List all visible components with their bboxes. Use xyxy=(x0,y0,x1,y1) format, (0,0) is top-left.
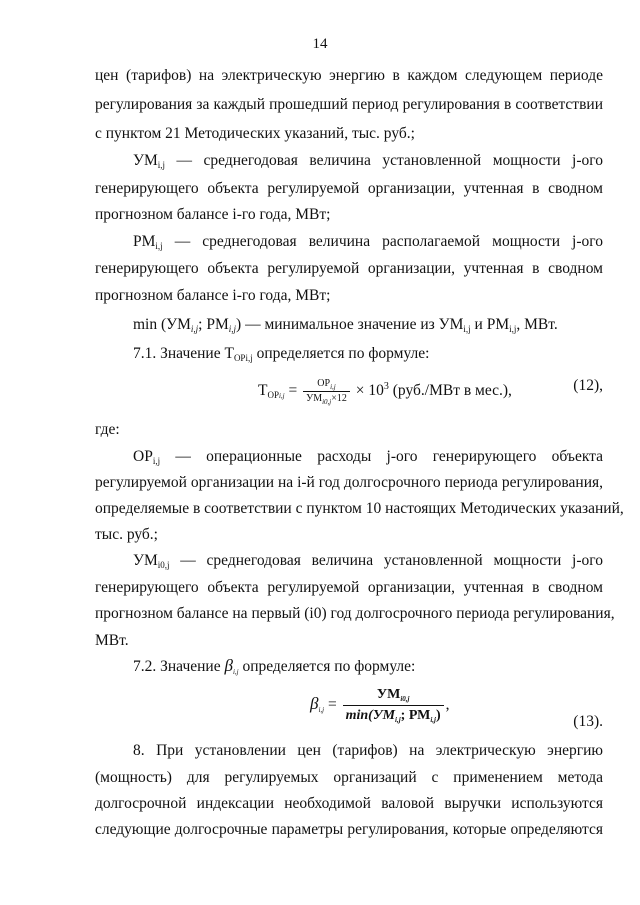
f13-eq: = xyxy=(324,696,341,713)
f13-numerator xyxy=(343,686,444,706)
op-symbol: OP xyxy=(133,448,153,465)
section-7-1-heading xyxy=(133,344,603,364)
op-definition-line2: регулируемой организации на i-й год долгосрочного периода регулирования, xyxy=(95,474,603,491)
min-mid: ; РМ xyxy=(198,316,229,333)
formula-13-number: (13). xyxy=(573,713,603,730)
s71-sub: OPi,j xyxy=(233,353,253,363)
um-definition-line1 xyxy=(133,151,603,171)
rm-definition-line1 xyxy=(133,232,603,252)
min-expression: min (УМ xyxy=(133,316,191,333)
um0-definition-line3: прогнозном балансе на первый (i0) год долгосрочного периода регулирования, xyxy=(95,605,615,622)
rm-text: — среднегодовая величина располагаемой мощности j-ого xyxy=(162,233,603,250)
para8-line4: следующие долгосрочные параметры регулирования, которые определяются xyxy=(95,821,603,838)
min-definition-line xyxy=(133,315,603,335)
um-text: — среднегодовая величина установленной мощности j-ого xyxy=(165,152,603,169)
op-definition-line1 xyxy=(133,447,603,467)
f13-num-sub: i0,j xyxy=(400,694,410,703)
para1-line2: регулирования за каждый прошедший период регулирования в соответствии xyxy=(95,96,603,113)
f12-lhs: T xyxy=(258,382,268,400)
min-text2: и РМ xyxy=(470,316,510,333)
um0-symbol: УМ xyxy=(133,552,158,569)
min-close: ) xyxy=(236,316,242,333)
um-definition-line2: генерирующего объекта регулируемой организации, учтенная в сводном xyxy=(95,180,603,197)
um0-text: — среднегодовая величина установленной мощности j-ого xyxy=(169,552,603,569)
s72-pre: 7.2. Значение xyxy=(133,658,225,675)
op-definition-line4: тыс. руб.; xyxy=(95,526,158,543)
um-subscript: i,j xyxy=(157,160,166,170)
f13-lhs-sub: i,j xyxy=(318,706,325,714)
where-label: где: xyxy=(95,421,120,438)
f12-den-tail: ×12 xyxy=(331,393,347,405)
um-symbol: УМ xyxy=(133,152,158,169)
f12-unit: (руб./МВт в мес.), xyxy=(388,382,512,400)
f13-comma: , xyxy=(445,696,450,713)
min-text: — минимальное значение из УМ xyxy=(241,316,464,333)
f12-num: OP xyxy=(317,378,331,390)
s71-post: определяется по формуле: xyxy=(252,345,430,362)
rm-subscript: i,j xyxy=(155,241,163,251)
para1-line3: с пунктом 21 Методических указаний, тыс. руб.; xyxy=(95,125,415,142)
rm-definition-line3: прогнозном балансе i-го года, МВт; xyxy=(95,287,331,304)
f12-denominator xyxy=(303,392,350,405)
um0-definition-line1 xyxy=(133,551,603,571)
um0-definition-line2: генерирующего объекта регулируемой организации, учтенная в сводном xyxy=(95,579,603,596)
s72-post: определяется по формуле: xyxy=(238,658,416,675)
f12-den-sub: i0,j xyxy=(322,398,332,407)
para8-line3: долгосрочной индексации необходимой валовой выручки используются xyxy=(95,795,603,812)
rm-symbol: РМ xyxy=(133,233,156,250)
min-sub4: i,j xyxy=(509,324,517,334)
rm-definition-line2: генерирующего объекта регулируемой организации, учтенная в сводном xyxy=(95,260,603,277)
para8-line2: (мощность) для регулируемых организаций с применением метода xyxy=(95,769,603,786)
f12-fraction xyxy=(303,378,350,405)
f13-den-b: ; РМ xyxy=(400,707,431,723)
page-number: 14 xyxy=(312,36,328,52)
min-sub1: i,j xyxy=(190,324,199,334)
min-sub2: i,j xyxy=(228,324,237,334)
formula-13 xyxy=(310,684,450,725)
f13-den-sub2: i,j xyxy=(430,715,436,724)
op-definition-line3: определяемые в соответствии с пунктом 10 настоящих Методических указаний, xyxy=(95,500,624,517)
op-text: — операционные расходы j-ого генерирующего объекта xyxy=(160,448,603,465)
beta-symbol: β xyxy=(224,656,233,675)
f13-den-c: ) xyxy=(435,707,441,723)
para1-line1: цен (тарифов) на электрическую энергию в каждом следующем периоде xyxy=(95,67,603,84)
s72-sub: i,j xyxy=(232,668,239,676)
f12-lhs-sub: OP xyxy=(267,390,279,401)
min-sub3: i,j xyxy=(463,324,471,334)
f13-den-sub1: i,j xyxy=(395,715,401,724)
f13-den-a: min(УМ xyxy=(345,707,396,723)
formula-12 xyxy=(258,370,512,408)
f13-num: УМ xyxy=(376,686,401,702)
min-text3: , МВт. xyxy=(516,316,558,333)
um0-definition-line4: МВт. xyxy=(95,632,129,649)
section-7-2-heading xyxy=(133,656,603,677)
formula-12-number: (12), xyxy=(573,377,603,394)
f12-num-sub: i,j xyxy=(330,383,336,392)
s71-pre: 7.1. Значение T xyxy=(133,345,234,362)
f12-den: УМ xyxy=(306,393,323,405)
op-subscript: i,j xyxy=(152,456,161,466)
f13-fraction xyxy=(343,686,444,725)
f12-lhs-sub2: i,j xyxy=(278,392,285,401)
um-definition-line3: прогнозном балансе i-го года, МВт; xyxy=(95,206,331,223)
f12-numerator xyxy=(303,378,350,392)
f12-tail: × 10 xyxy=(351,382,384,400)
para8-line1: 8. При установлении цен (тарифов) на электрическую энергию xyxy=(133,742,603,759)
f12-eq: = xyxy=(284,382,302,400)
um0-subscript: i0,j xyxy=(157,560,170,570)
f12-pow: 3 xyxy=(383,381,389,392)
f13-lhs: β xyxy=(310,694,319,713)
f13-denominator xyxy=(343,706,444,725)
